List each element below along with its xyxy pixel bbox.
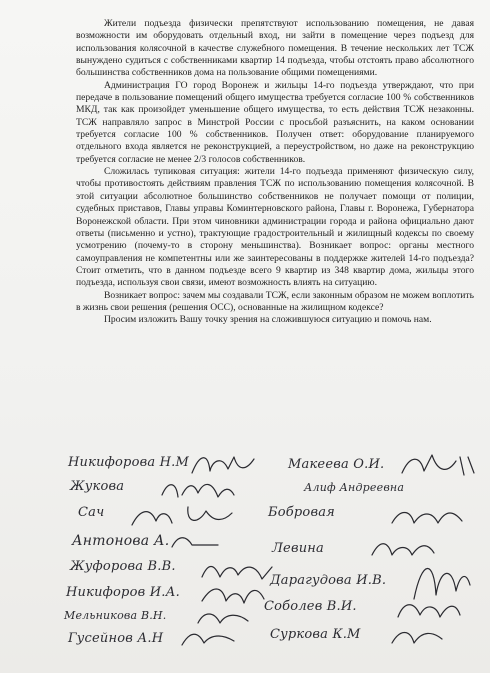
signature-name: Антонова А. — [72, 533, 170, 549]
paragraph-3: Сложилась тупиковая ситуация: жители 14-го подъезда применяют физическую силу, чтобы противостоять действиям правления ТСЖ по использованию помещения колясочной. В этой ситуации абсолютное большинство собственников не получает помощи от полиции, судебных приставов, Главы управы Коминтерновского района, Главы г. Воронежа, Губернатора Воронежской области. При этом чиновники администрации города и района официально дают ответы (письменно и устно), трактующие градостроительный и жилищный кодексы по своему усмотрению (почему-то в сторону меньшинства). Возникает вопрос: органы местного самоуправления не компетентны или же заинтересованы в поддержке жителей 14-го подъезда? Стоит отметить, что в данном подъезде всего 9 квартир из 348 квартир дома, жильцы этого подъезда, используя свои связи, имеют возможность влиять на ситуацию. — [76, 166, 474, 289]
signature-name: Левина — [272, 541, 324, 556]
signature-name: Бобровая — [268, 505, 335, 520]
handwritten-signature — [128, 501, 238, 531]
handwritten-signature — [178, 627, 238, 653]
signature-name: Алиф Андреевна — [304, 481, 405, 494]
signature-list — [58, 455, 478, 665]
signature-name: Никифоров И.А. — [66, 585, 180, 600]
paragraph-1: Жители подъезда физически препятствуют использованию помещения, не давая возможности им оборудовать отдельный вход, ни зайти в помещение через подъезд для использования колясочной в качестве служебного помещения. В течение нескольких лет ТСЖ вынуждено судиться с собственниками квартир 14 подъезда, чтобы отстоять право абсолютного большинства собственников дома на пользование общими помещениями. — [76, 18, 474, 79]
closing-request: Просим изложить Вашу точку зрения на сложившуюся ситуацию и помочь нам. — [104, 314, 432, 326]
signature-name: Жукова — [70, 479, 125, 494]
signature-name: Макеева О.И. — [288, 457, 385, 472]
letter-body — [76, 18, 474, 327]
signature-name: Соболев В.И. — [264, 599, 357, 614]
signature-name: Никифорова Н.М — [68, 455, 190, 470]
signature-name: Сач — [78, 505, 105, 520]
handwritten-signature — [388, 623, 448, 653]
handwritten-signature — [398, 451, 478, 481]
paragraph-4: Возникает вопрос: зачем мы создавали ТСЖ, если законным образом не можем воплотить в жизнь свои решения (решения ОСС), основанные на жилищном кодексе? — [76, 289, 474, 313]
handwritten-signature — [168, 531, 228, 557]
signature-name: Жуфорова В.В. — [70, 559, 176, 574]
signature-name: Гусейнов А.Н — [68, 631, 164, 646]
signature-name: Мельникова В.Н. — [64, 609, 167, 622]
paragraph-2: Администрация ГО город Воронеж и жильцы 14-го подъезда утверждают, что при передаче в пользование помещений общего имущества требуется согласие 100 % собственников МКД, так как произойдет уменьшение общего имущества, то есть действия ТСЖ незаконны. ТСЖ направляло запрос в Минстрой России с просьбой разъяснить, на каком основании требуется согласие 100 % собственников. Получен ответ: оборудование планируемого отдельного входа является не реконструкцией, а переустройством, но даже на реконструкцию требуется согласие не менее 2/3 голосов собственников. — [76, 79, 474, 165]
handwritten-signature — [394, 595, 464, 625]
signature-name: Дарагудова И.В. — [270, 573, 387, 588]
handwritten-signature — [388, 503, 468, 533]
signature-name: Суркова К.М — [270, 627, 361, 642]
